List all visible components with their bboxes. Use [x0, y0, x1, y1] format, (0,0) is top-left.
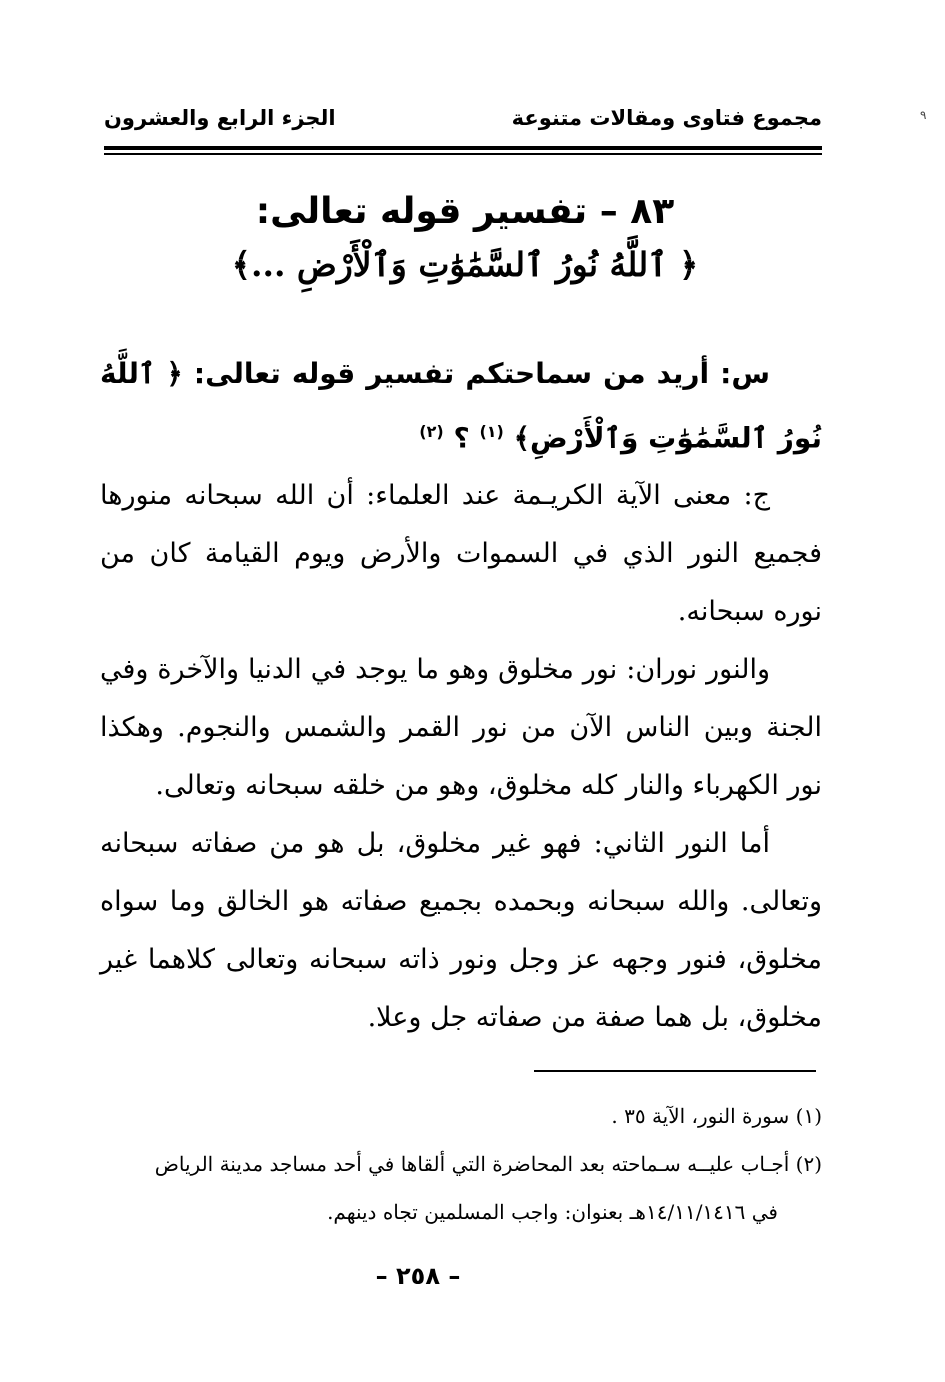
- page-number: – ٢٥٨ –: [375, 1262, 461, 1290]
- chapter-title: [150, 186, 780, 292]
- footnote-ref-2: (٢): [419, 422, 444, 441]
- chapter-title-line1: ٨٣ – تفسير قوله تعالى:: [255, 191, 675, 232]
- question-paragraph: [100, 345, 822, 467]
- footnote-1: (١) سورة النور، الآية ٣٥ .: [611, 1104, 822, 1128]
- running-header: [104, 106, 822, 142]
- question-prefix: س:: [720, 357, 771, 390]
- footnote-2-line1: (٢) أجـاب عليــه سـماحته بعد المحاضرة التي ألقاها في أحد مساجد مدينة الرياض: [154, 1152, 822, 1176]
- chapter-title-verse: ﴿ ٱللَّهُ نُورُ ٱلسَّمَٰوَٰتِ وَٱلْأَرْضِ ...﴾: [231, 245, 699, 284]
- answer-paragraph-3: أما النور الثاني: فهو غير مخلوق، بل هو من صفاته سبحانه وتعالى. والله سبحانه وبحمده بجميع صفاته هو الخالق وما سواه مخلوق، فنور وجهه عز وجل ونور ذاته سبحانه وتعالى كلاهما غير مخلوق، بل هما صفة من صفاته جل وعلا.: [100, 828, 822, 1034]
- answer-paragraph-2: والنور نوران: نور مخلوق وهو ما يوجد في الدنيا والآخرة وفي الجنة وبين الناس الآن من نور القمر والشمس والنجوم. وهكذا نور الكهرباء والنار كله مخلوق، وهو من خلقه سبحانه وتعالى.: [100, 654, 822, 802]
- footnotes: [98, 1092, 822, 1236]
- body-text: [100, 345, 822, 1047]
- corner-mark: ٩: [920, 108, 927, 122]
- header-rule-thick: [104, 146, 822, 150]
- header-rule-thin: [104, 153, 822, 155]
- question-text: أريد من سماحتكم تفسير قوله تعالى: ﴿ ٱللَّهُ نُورُ ٱلسَّمَٰوَٰتِ وَٱلْأَرْضِ﴾: [100, 357, 822, 455]
- volume-label: الجزء الرابع والعشرون: [104, 106, 336, 130]
- footnote-ref-1: (١): [479, 422, 504, 441]
- footnote-2-line2: في ١٤/١١/١٤١٦هـ بعنوان: واجب المسلمين تجاه دينهم.: [327, 1200, 778, 1224]
- question-mark: ؟: [453, 421, 470, 455]
- book-title: مجموع فتاوى ومقالات متنوعة: [511, 106, 822, 130]
- answer-paragraph-1: ج: معنى الآية الكريـمة عند العلماء: أن الله سبحانه منورها فجميع النور الذي في السموات والأرض ويوم القيامة كان من نوره سبحانه.: [100, 480, 822, 628]
- footnote-separator: [534, 1070, 816, 1072]
